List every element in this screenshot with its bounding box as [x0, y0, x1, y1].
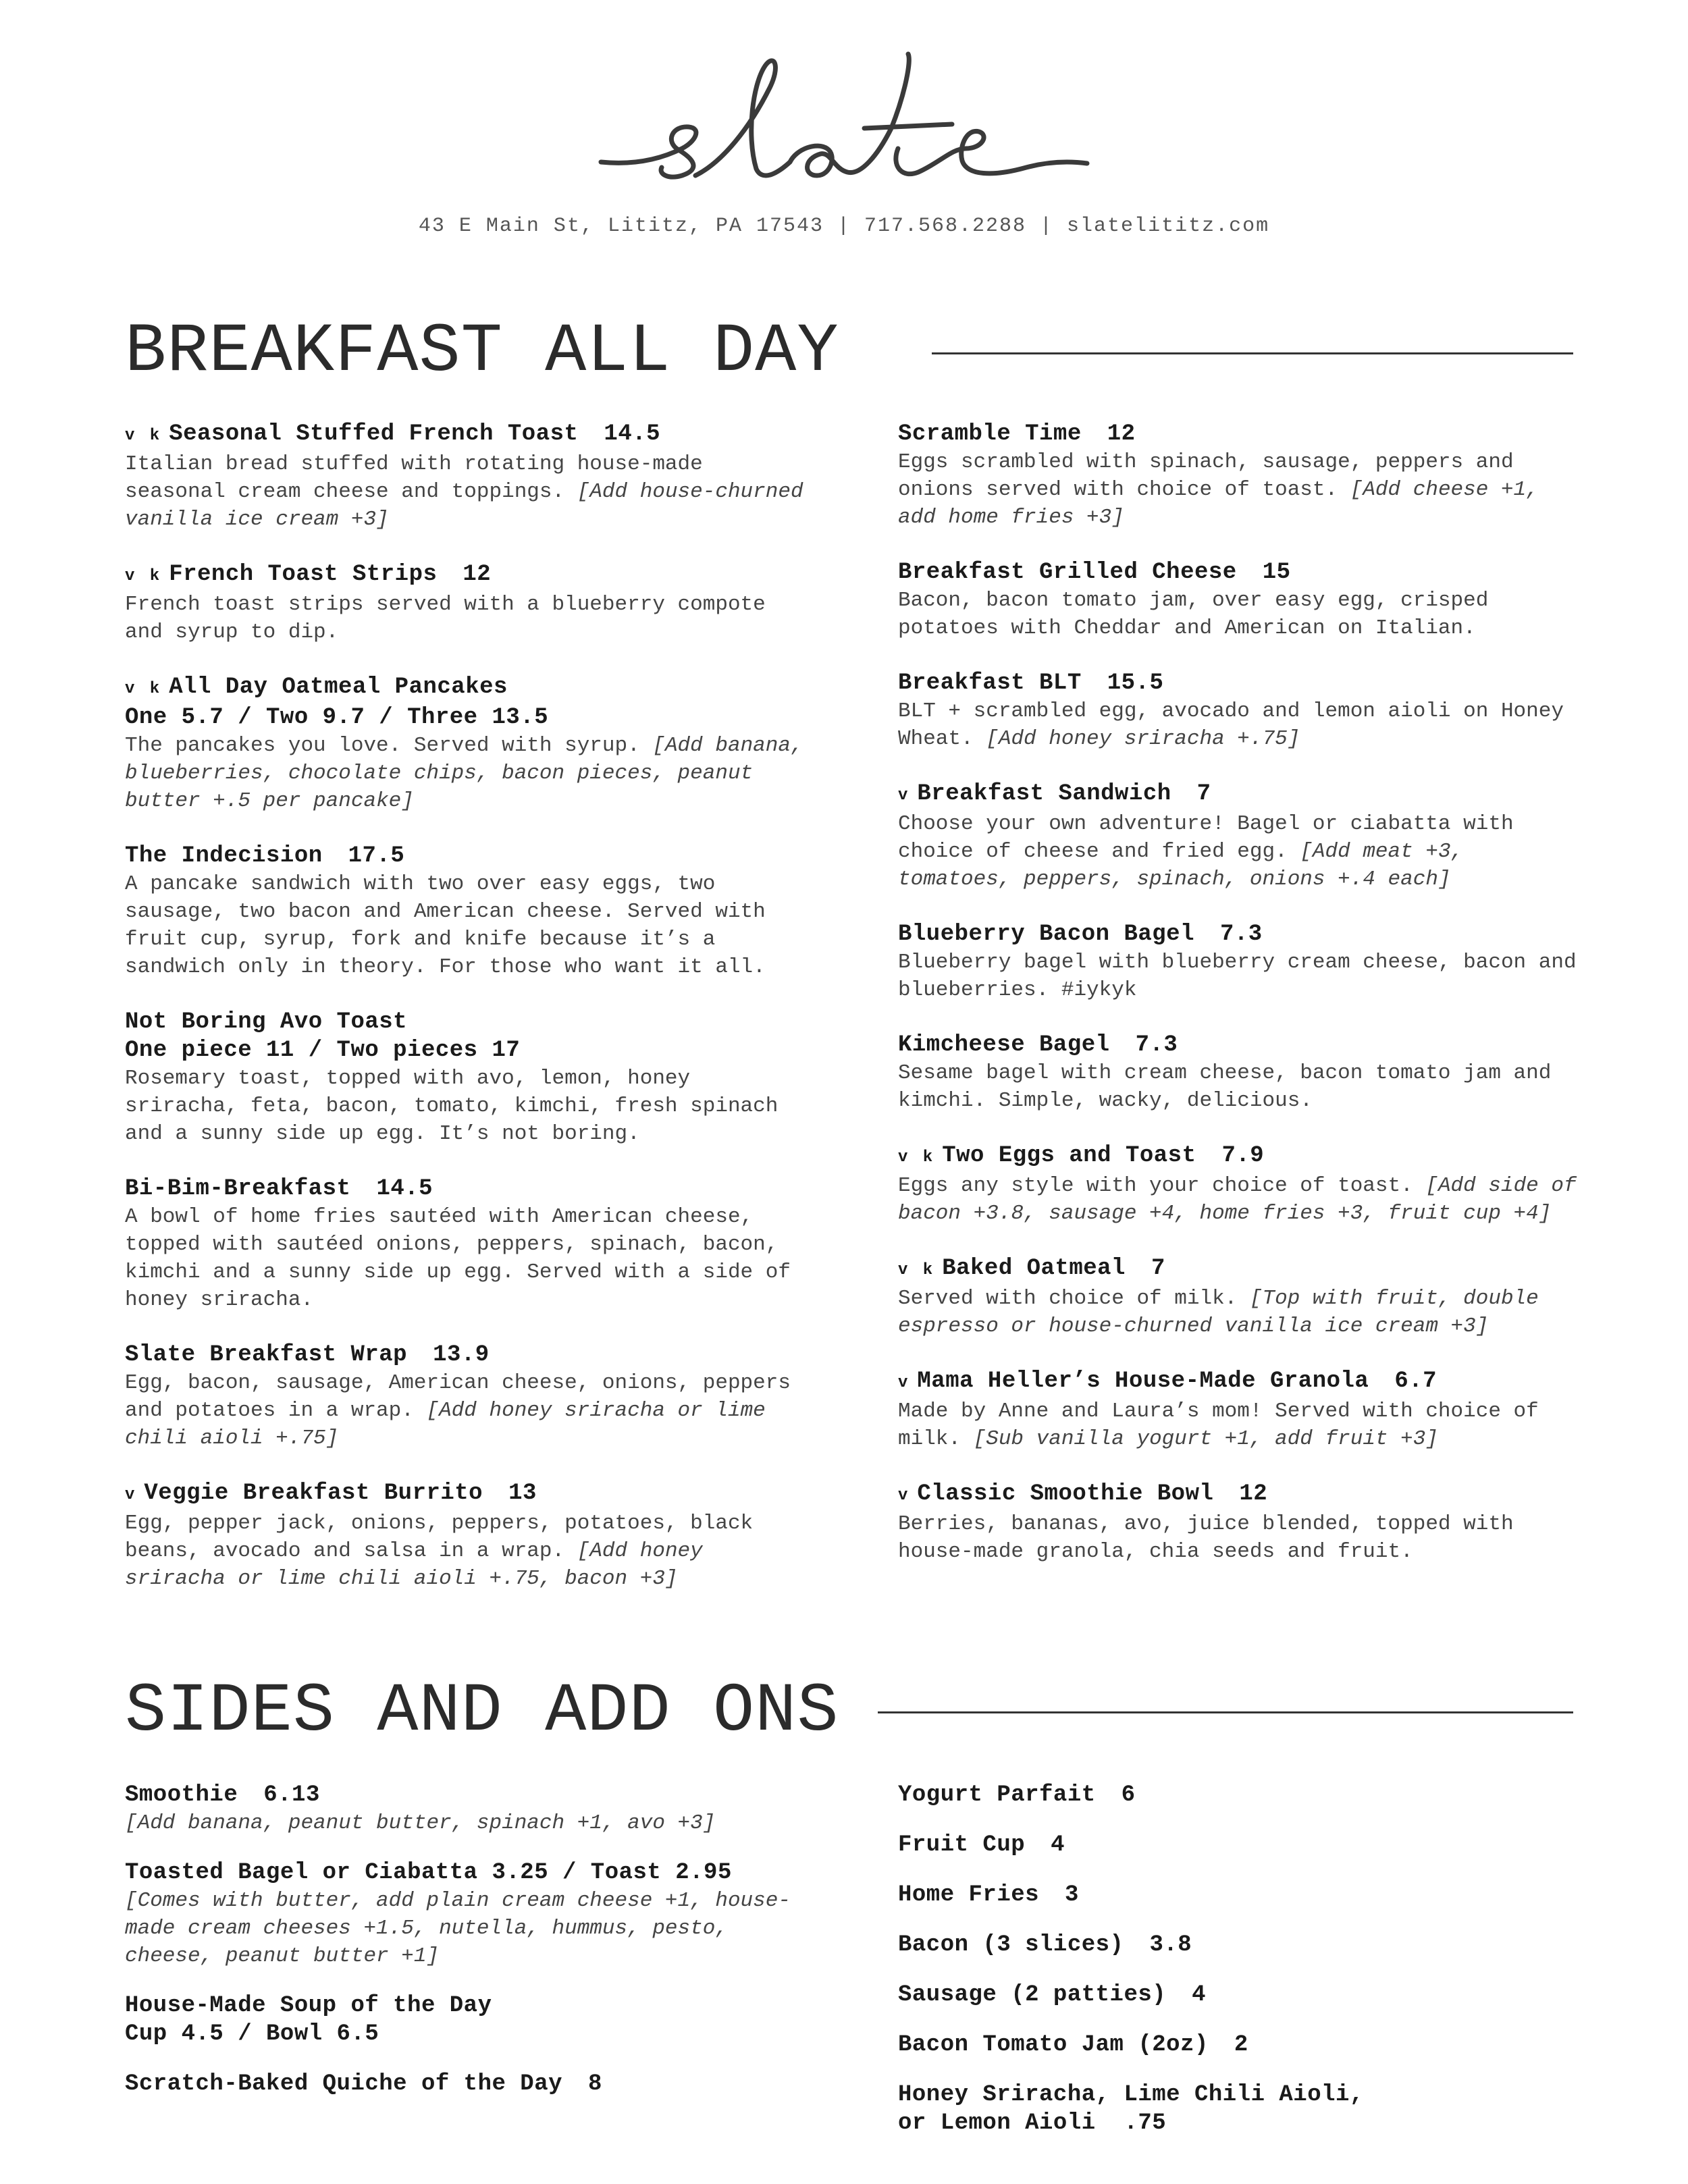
- item-description-text: The pancakes you love. Served with syrup.: [125, 734, 640, 757]
- item-price: 6.13: [263, 1782, 320, 1808]
- item-price: 15.5: [1107, 670, 1164, 696]
- dietary-tags: v k: [125, 567, 163, 585]
- item-description: [125, 1809, 814, 1837]
- item-name: Toasted Bagel or Ciabatta 3.25 / Toast 2.95: [125, 1860, 732, 1886]
- menu-item: [125, 1479, 814, 1593]
- item-name-line: [125, 1479, 814, 1510]
- item-name: Breakfast Grilled Cheese: [898, 560, 1237, 585]
- item-description-text: Egg, bacon, sausage, American cheese, onions, peppers and potatoes in a wrap.: [125, 1371, 791, 1422]
- item-description: [125, 450, 814, 533]
- item-description-text: Made by Anne and Laura’s mom! Served with choice of milk.: [898, 1400, 1539, 1451]
- item-price: 17.5: [348, 843, 405, 869]
- address-line: 43 E Main St, Lititz, PA 17543 | 717.568.2288 | slatelititz.com: [418, 215, 1270, 238]
- menu-item: [898, 1142, 1587, 1227]
- item-price: 7: [1196, 781, 1211, 807]
- item-name: Breakfast BLT: [898, 670, 1082, 696]
- menu-item: [125, 2070, 814, 2098]
- breakfast-right-column: [898, 420, 1587, 1593]
- item-name-line: [898, 558, 1587, 587]
- item-name: Scramble Time: [898, 421, 1082, 447]
- item-price: 7.3: [1135, 1032, 1178, 1058]
- item-name: Bacon Tomato Jam (2oz): [898, 2032, 1209, 2058]
- dietary-tags: v: [125, 1486, 138, 1504]
- sides-right-column: [898, 1781, 1573, 2159]
- item-description: [898, 810, 1587, 893]
- item-description: [125, 1510, 814, 1593]
- item-name-line: [125, 842, 814, 870]
- item-name: Smoothie: [125, 1782, 238, 1808]
- item-addon-note: [Add banana, blueberries, chocolate chips, bacon pieces, peanut butter +.5 per pancake]: [125, 734, 803, 813]
- item-description: [898, 587, 1587, 642]
- menu-item: [898, 669, 1587, 753]
- item-price: 12: [1239, 1481, 1268, 1507]
- item-addon-note: [Add meat +3, tomatoes, peppers, spinach, onions +.4 each]: [898, 840, 1464, 891]
- sides-left-column: [125, 1781, 814, 2120]
- item-price: 13.9: [433, 1342, 490, 1368]
- dietary-tags: v: [898, 787, 911, 805]
- item-description-text: BLT + scrambled egg, avocado and lemon aioli on Honey Wheat.: [898, 699, 1564, 751]
- dietary-tags: v k: [898, 1261, 936, 1279]
- item-price: 12: [463, 562, 492, 587]
- item-name: French Toast Strips: [169, 562, 438, 587]
- menu-item: [898, 1031, 1587, 1115]
- item-price: 7.3: [1219, 922, 1263, 947]
- menu-item: [898, 1931, 1573, 1959]
- item-price: 2: [1234, 2032, 1248, 2058]
- menu-item: [125, 1992, 814, 2048]
- menu-item: [125, 673, 814, 815]
- item-price: 12: [1107, 421, 1136, 447]
- menu-item: [898, 1480, 1587, 1566]
- sides-section-title: SIDES AND ADD ONS: [125, 1672, 839, 1751]
- menu-item: [898, 1781, 1573, 1809]
- item-name-line: [125, 1781, 814, 1809]
- item-description-text: Italian bread stuffed with rotating house-made seasonal cream cheese and toppings.: [125, 452, 703, 504]
- item-name: Veggie Breakfast Burrito: [144, 1481, 483, 1506]
- menu-item: [125, 1341, 814, 1452]
- menu-item: [898, 420, 1587, 531]
- sides-title-rule: [878, 1711, 1573, 1713]
- item-description: [125, 1887, 814, 1970]
- item-addon-note: [Add cheese +1, add home fries +3]: [898, 478, 1539, 529]
- item-description-text: Choose your own adventure! Bagel or ciabatta with choice of cheese and fried egg.: [898, 812, 1514, 863]
- item-description-text: A bowl of home fries sautéed with American cheese, topped with sautéed onions, peppers, spinach, bacon, kimchi and a sunny side up egg. Served with a side of honey sriracha.: [125, 1205, 791, 1312]
- item-description-text: A pancake sandwich with two over easy eggs, two sausage, two bacon and American cheese. Served with fruit cup, syrup, fork and knife because it’s a sandwich only in theory. For those who want it all.: [125, 872, 766, 979]
- item-name: Kimcheese Bagel: [898, 1032, 1110, 1058]
- item-price: 14.5: [376, 1176, 433, 1202]
- item-description: [898, 949, 1587, 1004]
- item-description-text: Served with choice of milk.: [898, 1287, 1238, 1310]
- dietary-tags: v: [898, 1487, 911, 1505]
- item-name: Baked Oatmeal: [942, 1256, 1126, 1281]
- item-description: [898, 1059, 1587, 1115]
- item-description: [125, 1203, 814, 1314]
- slate-logo: [594, 47, 1094, 196]
- item-description: [898, 697, 1587, 753]
- item-description-text: Eggs scrambled with spinach, sausage, peppers and onions served with choice of toast.: [898, 450, 1514, 502]
- menu-item: [125, 1859, 814, 1970]
- dietary-tags: v k: [125, 680, 163, 698]
- item-name: Breakfast Sandwich: [917, 781, 1171, 807]
- item-name-line: [125, 673, 814, 703]
- item-name-line: [898, 1254, 1587, 1285]
- item-price-options: or Lemon Aioli .75: [898, 2110, 1167, 2136]
- item-name: All Day Oatmeal Pancakes: [169, 674, 508, 700]
- item-name-line: [898, 920, 1587, 949]
- item-name: Yogurt Parfait: [898, 1782, 1096, 1808]
- item-price: 7: [1151, 1256, 1165, 1281]
- item-name: Not Boring Avo Toast: [125, 1009, 408, 1035]
- item-name: The Indecision: [125, 843, 323, 869]
- item-description-text: Bacon, bacon tomato jam, over easy egg, crisped potatoes with Cheddar and American on Italian.: [898, 589, 1489, 640]
- menu-item: [125, 1008, 814, 1148]
- menu-item: [125, 1781, 814, 1837]
- item-name: Home Fries: [898, 1882, 1040, 1908]
- item-price: 13: [508, 1481, 537, 1506]
- item-addon-note: [Add honey sriracha +.75]: [986, 727, 1300, 751]
- item-description: [125, 732, 814, 815]
- item-name: Seasonal Stuffed French Toast: [169, 421, 579, 447]
- item-description: [898, 1510, 1587, 1566]
- dietary-tags: v k: [125, 427, 163, 445]
- item-description: [125, 1065, 814, 1148]
- menu-item: [898, 920, 1587, 1004]
- menu-item: [898, 1981, 1573, 2009]
- item-name-line: [898, 1931, 1573, 1959]
- menu-item: [898, 2031, 1573, 2059]
- item-price: 15: [1262, 560, 1291, 585]
- item-name: Scratch-Baked Quiche of the Day: [125, 2071, 563, 2097]
- menu-item: [898, 558, 1587, 642]
- item-name: Mama Heller’s House-Made Granola: [917, 1368, 1369, 1394]
- item-name-line: [898, 1367, 1587, 1397]
- item-description-text: French toast strips served with a blueberry compote and syrup to dip.: [125, 593, 766, 644]
- item-addon-note: [Add side of bacon +3.8, sausage +4, home fries +3, fruit cup +4]: [898, 1174, 1577, 1225]
- item-description-text: Blueberry bagel with blueberry cream cheese, bacon and blueberries. #iykyk: [898, 951, 1577, 1002]
- item-name-line: [125, 560, 814, 591]
- item-name: Fruit Cup: [898, 1832, 1026, 1858]
- menu-item: [125, 1175, 814, 1314]
- item-name-line: [898, 1981, 1573, 2009]
- item-description: [125, 1369, 814, 1452]
- menu-item: [898, 1367, 1587, 1453]
- dietary-tags: v: [898, 1374, 911, 1392]
- item-name: Blueberry Bacon Bagel: [898, 922, 1194, 947]
- menu-item: [125, 842, 814, 981]
- item-name-line: [125, 1859, 814, 1887]
- item-name: Classic Smoothie Bowl: [917, 1481, 1214, 1507]
- item-name-line: [125, 1341, 814, 1369]
- breakfast-title-rule: [932, 352, 1573, 354]
- item-name: Two Eggs and Toast: [942, 1143, 1196, 1169]
- item-description-text: Egg, pepper jack, onions, peppers, potatoes, black beans, avocado and salsa in a wrap.: [125, 1512, 754, 1563]
- item-price: 8: [588, 2071, 602, 2097]
- item-price: 3: [1065, 1882, 1079, 1908]
- item-price: 6.7: [1394, 1368, 1438, 1394]
- menu-item: [898, 1881, 1573, 1909]
- item-name-line: [898, 1781, 1573, 1809]
- breakfast-section-title: BREAKFAST ALL DAY: [125, 313, 839, 391]
- item-name-line: [898, 420, 1587, 448]
- item-name: Sausage (2 patties): [898, 1982, 1167, 2008]
- item-name-line: [898, 2081, 1573, 2109]
- item-name: Slate Breakfast Wrap: [125, 1342, 408, 1368]
- item-description-text: Berries, bananas, avo, juice blended, topped with house-made granola, chia seeds and fruit.: [898, 1512, 1514, 1564]
- item-name: Bacon (3 slices): [898, 1932, 1124, 1958]
- item-name-line: [898, 2031, 1573, 2059]
- menu-item: [125, 420, 814, 533]
- item-price: 6: [1121, 1782, 1136, 1808]
- item-price-options: Cup 4.5 / Bowl 6.5: [125, 2021, 379, 2047]
- item-name-line: [898, 1831, 1573, 1859]
- item-name: House-Made Soup of the Day: [125, 1993, 492, 2019]
- item-addon-note: [Sub vanilla yogurt +1, add fruit +3]: [973, 1427, 1438, 1451]
- item-addon-note: [Add house-churned vanilla ice cream +3]: [125, 480, 803, 531]
- menu-item: [898, 1254, 1587, 1340]
- item-description-text: Eggs any style with your choice of toast.: [898, 1174, 1413, 1198]
- menu-item: [125, 560, 814, 646]
- item-price: 4: [1192, 1982, 1207, 2008]
- item-description: [125, 591, 814, 646]
- item-price-options: One 5.7 / Two 9.7 / Three 13.5: [125, 705, 549, 730]
- item-price: 7.9: [1221, 1143, 1265, 1169]
- menu-item: [898, 780, 1587, 893]
- item-addon-note: [Comes with butter, add plain cream cheese +1, house-made cream cheeses +1.5, nutella, hummus, pesto, cheese, peanut butter +1]: [125, 1889, 791, 1968]
- item-name-line: [125, 1175, 814, 1203]
- item-addon-note: [Add banana, peanut butter, spinach +1, avo +3]: [125, 1811, 716, 1835]
- item-description: [898, 448, 1587, 531]
- item-addon-note: [Add honey sriracha or lime chili aioli +.75]: [125, 1399, 766, 1450]
- item-description: [898, 1172, 1587, 1227]
- dietary-tags: v k: [898, 1148, 936, 1167]
- item-price: 14.5: [604, 421, 661, 447]
- item-name-line: [898, 1881, 1573, 1909]
- item-name-line: [898, 669, 1587, 697]
- item-price: 4: [1051, 1832, 1065, 1858]
- breakfast-left-column: [125, 420, 814, 1620]
- item-name-line: [898, 1480, 1587, 1510]
- menu-item: [898, 1831, 1573, 1859]
- item-description-text: Rosemary toast, topped with avo, lemon, honey sriracha, feta, bacon, tomato, kimchi, fresh spinach and a sunny side up egg. It’s not boring.: [125, 1067, 779, 1146]
- item-name: Bi-Bim-Breakfast: [125, 1176, 351, 1202]
- item-addon-note: [Top with fruit, double espresso or house-churned vanilla ice cream +3]: [898, 1287, 1539, 1338]
- item-price-options: One piece 11 / Two pieces 17: [125, 1038, 521, 1063]
- item-description-text: Sesame bagel with cream cheese, bacon tomato jam and kimchi. Simple, wacky, delicious.: [898, 1061, 1552, 1113]
- item-description: [125, 870, 814, 981]
- item-description: [898, 1397, 1587, 1453]
- item-name-line: [125, 1008, 814, 1036]
- item-addon-note: [Add honey sriracha or lime chili aioli +.75, bacon +3]: [125, 1539, 703, 1591]
- item-name-line: [898, 1142, 1587, 1172]
- menu-item: [898, 2081, 1573, 2137]
- item-name-line: [125, 1992, 814, 2020]
- item-description: [898, 1285, 1587, 1340]
- item-price: 3.8: [1149, 1932, 1192, 1958]
- item-name-line: [125, 420, 814, 450]
- item-name-line: [898, 780, 1587, 810]
- item-name: Honey Sriracha, Lime Chili Aioli,: [898, 2082, 1364, 2108]
- item-name-line: [125, 2070, 814, 2098]
- item-name-line: [898, 1031, 1587, 1059]
